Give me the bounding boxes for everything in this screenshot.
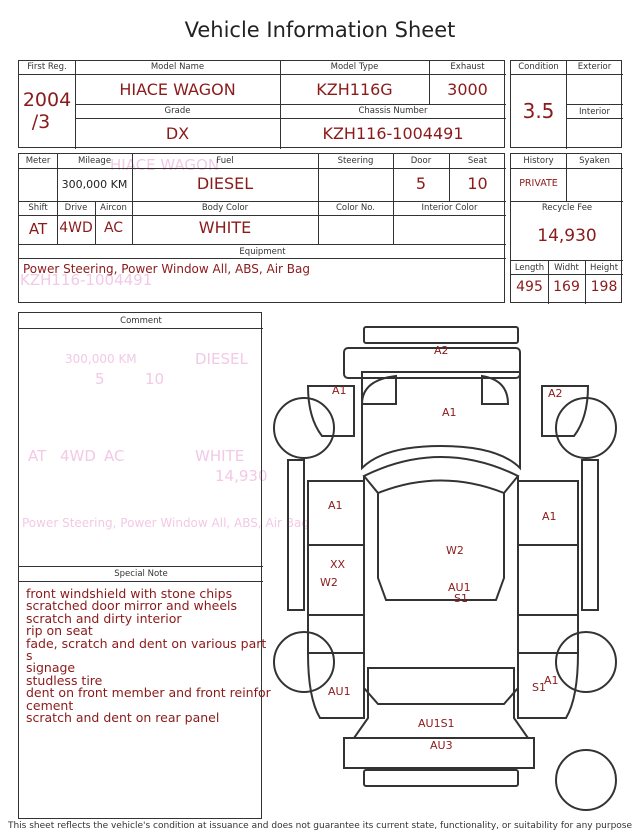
special-note-line: dent on front member and front reinfor xyxy=(26,685,271,701)
recycle-fee-label: Recycle Fee xyxy=(541,203,593,213)
vehicle-damage-diagram xyxy=(268,318,628,818)
model-info-table xyxy=(18,60,505,148)
code-roof-b: AU1 xyxy=(448,581,471,594)
exhaust-label: Exhaust xyxy=(450,62,485,72)
code-roof-c: S1 xyxy=(454,592,468,605)
rear-bumper xyxy=(364,770,518,786)
special-note-line: rip on seat xyxy=(26,623,93,639)
code-left-rear-door-b: W2 xyxy=(320,576,338,589)
special-note-line: front windshield with stone chips xyxy=(26,586,233,601)
shift-label: Shift xyxy=(28,203,48,213)
special-note-line: cement xyxy=(26,697,74,713)
syaken-label: Syaken xyxy=(579,156,610,166)
model-name-label: Model Name xyxy=(150,62,205,72)
comment-panel xyxy=(18,312,271,819)
ghost-model: HIACE WAGON xyxy=(110,156,220,174)
steering-label: Steering xyxy=(337,156,374,166)
exterior-label: Exterior xyxy=(577,62,612,72)
seat-label: Seat xyxy=(467,156,488,166)
special-note-line: scratch and dirty interior xyxy=(26,610,182,626)
right-rear-panel xyxy=(518,615,578,653)
ghost-recycle: 14,930 xyxy=(215,467,268,485)
drive-value: 4WD xyxy=(59,220,93,236)
front-bumper xyxy=(364,327,518,343)
hood-corner-right xyxy=(482,376,508,404)
hood-corner-left xyxy=(362,376,396,404)
ghost-mileage: 300,000 KM xyxy=(65,352,137,366)
grade-label: Grade xyxy=(164,106,191,116)
left-side-strip xyxy=(288,460,304,610)
ghost-seat: 10 xyxy=(145,370,165,388)
body-outline xyxy=(364,476,518,704)
aircon-label: Aircon xyxy=(100,203,127,213)
code-rear-bumper: AU3 xyxy=(430,739,453,752)
first-reg-label: First Reg. xyxy=(27,62,67,72)
windshield xyxy=(364,457,518,493)
hood xyxy=(362,372,520,468)
condition-table xyxy=(510,60,622,148)
body-color-value: WHITE xyxy=(198,218,252,237)
roof xyxy=(378,493,504,600)
code-right-rear-quarter-a: S1 xyxy=(532,681,546,694)
condition-label: Condition xyxy=(518,62,559,72)
special-note-label: Special Note xyxy=(114,569,168,579)
first-reg-month: /3 xyxy=(31,111,51,133)
door-value: 5 xyxy=(415,174,427,193)
ghost-aircon: AC xyxy=(104,447,125,465)
code-right-front-door: A1 xyxy=(542,510,557,523)
length-label: Length xyxy=(514,263,545,273)
ghost-fuel: DIESEL xyxy=(195,350,248,368)
interior-color-label: Interior Color xyxy=(421,203,478,213)
comment-label: Comment xyxy=(120,316,162,326)
height-label: Height xyxy=(589,263,619,273)
spare-wheel xyxy=(556,750,616,810)
width-label: Widht xyxy=(554,263,579,273)
condition-value: 3.5 xyxy=(522,99,555,123)
front-panel xyxy=(344,348,520,378)
page-title: Vehicle Information Sheet xyxy=(184,18,456,42)
special-note-line: signage xyxy=(26,660,76,676)
code-roof-a: W2 xyxy=(446,544,464,557)
code-front-left-fender: A1 xyxy=(332,384,347,397)
shift-value: AT xyxy=(28,220,48,238)
rear-left-wheel xyxy=(274,632,334,692)
front-left-wheel xyxy=(274,398,334,458)
code-left-rear-door-a: XX xyxy=(330,558,346,571)
model-type-value: KZH116G xyxy=(316,80,393,99)
drive-label: Drive xyxy=(64,203,88,213)
aircon-value: AC xyxy=(103,220,124,236)
code-front-bumper: A2 xyxy=(434,344,449,357)
spec-table xyxy=(18,153,505,303)
special-note-list xyxy=(26,588,271,724)
color-no-label: Color No. xyxy=(335,203,375,213)
left-front-door xyxy=(308,481,364,545)
code-back-door: AU1S1 xyxy=(418,717,455,730)
recycle-fee-value: 14,930 xyxy=(537,226,597,246)
chassis-label: Chassis Number xyxy=(358,106,428,116)
special-note-line: s xyxy=(26,648,33,664)
exhaust-value: 3000 xyxy=(447,80,488,99)
door-label: Door xyxy=(410,156,432,166)
code-front-right-fender: A2 xyxy=(548,387,563,400)
length-value: 495 xyxy=(516,279,543,295)
history-value: PRIVATE xyxy=(519,178,558,189)
fuel-label: Fuel xyxy=(216,156,234,166)
code-hood: A1 xyxy=(442,406,457,419)
history-table xyxy=(510,153,622,303)
rear-right-wheel xyxy=(556,632,616,692)
history-label: History xyxy=(523,156,554,166)
mileage-value: 300,000 KM xyxy=(61,178,128,191)
special-note-line: studless tire xyxy=(26,672,103,688)
footer-disclaimer: This sheet reflects the vehicle's condition at issuance and does not guarantee its current state, functionality, or suitability for any purpose xyxy=(7,821,633,831)
left-front-fender xyxy=(308,386,354,436)
right-rear-door xyxy=(518,545,578,615)
seat-value: 10 xyxy=(467,174,488,193)
special-note-line: scratched door mirror and wheels xyxy=(26,598,238,614)
ghost-equipment: Power Steering, Power Window All, ABS, Air Bag xyxy=(22,516,310,530)
ghost-color: WHITE xyxy=(195,447,245,465)
ghost-chassis: KZH116-1004491 xyxy=(20,271,153,289)
body-color-label: Body Color xyxy=(201,203,249,213)
width-value: 169 xyxy=(553,279,580,295)
fuel-value: DIESEL xyxy=(196,174,254,193)
code-left-front-door: A1 xyxy=(328,499,343,512)
code-right-rear-quarter-b: A1 xyxy=(544,674,559,687)
height-value: 198 xyxy=(590,279,618,295)
first-reg-year: 2004 xyxy=(22,89,72,111)
special-note-line: fade, scratch and dent on various part xyxy=(26,635,267,651)
right-side-strip xyxy=(582,460,598,610)
code-left-rear-quarter: AU1 xyxy=(328,685,351,698)
model-type-label: Model Type xyxy=(330,62,379,72)
interior-label: Interior xyxy=(578,107,610,117)
equipment-label: Equipment xyxy=(239,247,286,257)
ghost-shift: AT xyxy=(28,447,47,465)
equipment-value: Power Steering, Power Window All, ABS, Air Bag xyxy=(23,262,311,276)
special-note-line: scratch and dent on rear panel xyxy=(26,710,220,726)
grade-value: DX xyxy=(165,124,190,143)
ghost-door: 5 xyxy=(95,370,105,388)
meter-label: Meter xyxy=(25,156,51,166)
ghost-drive: 4WD xyxy=(60,447,96,465)
mileage-label: Mileage xyxy=(77,156,112,166)
model-name-value: HIACE WAGON xyxy=(119,80,236,99)
chassis-value: KZH116-1004491 xyxy=(322,124,464,143)
